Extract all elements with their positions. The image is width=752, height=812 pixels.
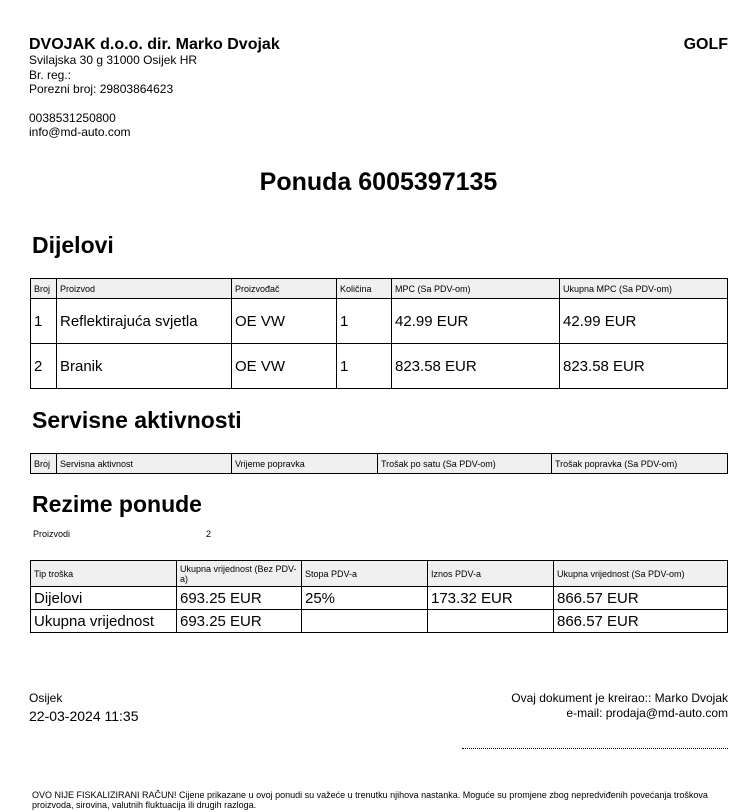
table-cell: 2 — [31, 344, 57, 389]
column-header: Ukupna MPC (Sa PDV-om) — [560, 279, 728, 299]
services-section-title: Servisne aktivnosti — [32, 407, 242, 433]
table-row — [31, 299, 728, 344]
table-cell: 25% — [302, 587, 428, 610]
table-cell: Reflektirajuća svjetla — [57, 299, 232, 344]
table-row — [31, 344, 728, 389]
services-table-header — [31, 454, 728, 474]
summary-table-header — [31, 561, 728, 587]
column-header: Ukupna vrijednost (Bez PDV-a) — [177, 561, 302, 587]
table-cell: OE VW — [232, 299, 337, 344]
table-cell: 1 — [337, 344, 392, 389]
column-header: Trošak po satu (Sa PDV-om) — [378, 454, 552, 474]
column-header: Iznos PDV-a — [428, 561, 554, 587]
table-cell: 823.58 EUR — [392, 344, 560, 389]
column-header: Vrijeme popravka — [232, 454, 378, 474]
document-title: Ponuda 6005397135 — [259, 168, 498, 196]
summary-table — [30, 560, 728, 633]
column-header: Broj — [31, 454, 57, 474]
products-count: 2 — [206, 529, 212, 539]
table-cell — [428, 610, 554, 633]
services-table — [30, 453, 728, 474]
column-header: Broj — [31, 279, 57, 299]
table-cell: 1 — [31, 299, 57, 344]
products-label: Proizvodi — [33, 529, 71, 539]
disclaimer: OVO NIJE FISKALIZIRANI RAČUN! Cijene prikazane u ovoj ponudi su važeće u trenutku njihova nastanka. Moguće su promjene zbog nepredviđenih povećanja troškova proizvoda, sirovina, valutnih fluktuacija ili drugih razloga. — [32, 790, 708, 810]
table-cell: 1 — [337, 299, 392, 344]
table-cell: Branik — [57, 344, 232, 389]
footer-city: Osijek — [29, 691, 63, 705]
table-cell: Ukupna vrijednost — [31, 610, 177, 633]
column-header: Proizvod — [57, 279, 232, 299]
company-name: DVOJAK d.o.o. dir. Marko Dvojak — [29, 36, 280, 53]
column-header: Trošak popravka (Sa PDV-om) — [552, 454, 728, 474]
table-cell: 173.32 EUR — [428, 587, 554, 610]
parts-section-title: Dijelovi — [32, 232, 114, 258]
table-row — [31, 587, 728, 610]
column-header: Proizvođač — [232, 279, 337, 299]
table-cell: 42.99 EUR — [560, 299, 728, 344]
parts-table — [30, 278, 728, 389]
table-cell: Dijelovi — [31, 587, 177, 610]
column-header: Ukupna vrijednost (Sa PDV-om) — [554, 561, 728, 587]
table-cell: 823.58 EUR — [560, 344, 728, 389]
signature-line — [462, 748, 728, 749]
table-cell: 42.99 EUR — [392, 299, 560, 344]
summary-section-title: Rezime ponude — [32, 491, 202, 517]
company-phone: 0038531250800 — [29, 111, 116, 125]
table-cell: 866.57 EUR — [554, 610, 728, 633]
column-header: Količina — [337, 279, 392, 299]
table-cell: 693.25 EUR — [177, 610, 302, 633]
table-cell: 866.57 EUR — [554, 587, 728, 610]
footer-email: e-mail: prodaja@md-auto.com — [566, 706, 728, 720]
created-by: Ovaj dokument je kreirao:: Marko Dvojak — [511, 691, 728, 705]
company-address: Svilajska 30 g 31000 Osijek HR — [29, 53, 198, 67]
vehicle-model: GOLF — [683, 36, 728, 53]
company-tax-number: Porezni broj: 29803864623 — [29, 82, 174, 96]
table-cell — [302, 610, 428, 633]
company-registration: Br. reg.: — [29, 68, 72, 82]
table-cell: 693.25 EUR — [177, 587, 302, 610]
column-header: MPC (Sa PDV-om) — [392, 279, 560, 299]
column-header: Tip troška — [31, 561, 177, 587]
company-email: info@md-auto.com — [29, 125, 131, 139]
column-header: Servisna aktivnost — [57, 454, 232, 474]
table-row — [31, 610, 728, 633]
table-cell: OE VW — [232, 344, 337, 389]
footer-datetime: 22-03-2024 11:35 — [29, 708, 139, 724]
column-header: Stopa PDV-a — [302, 561, 428, 587]
parts-table-header — [31, 279, 728, 299]
